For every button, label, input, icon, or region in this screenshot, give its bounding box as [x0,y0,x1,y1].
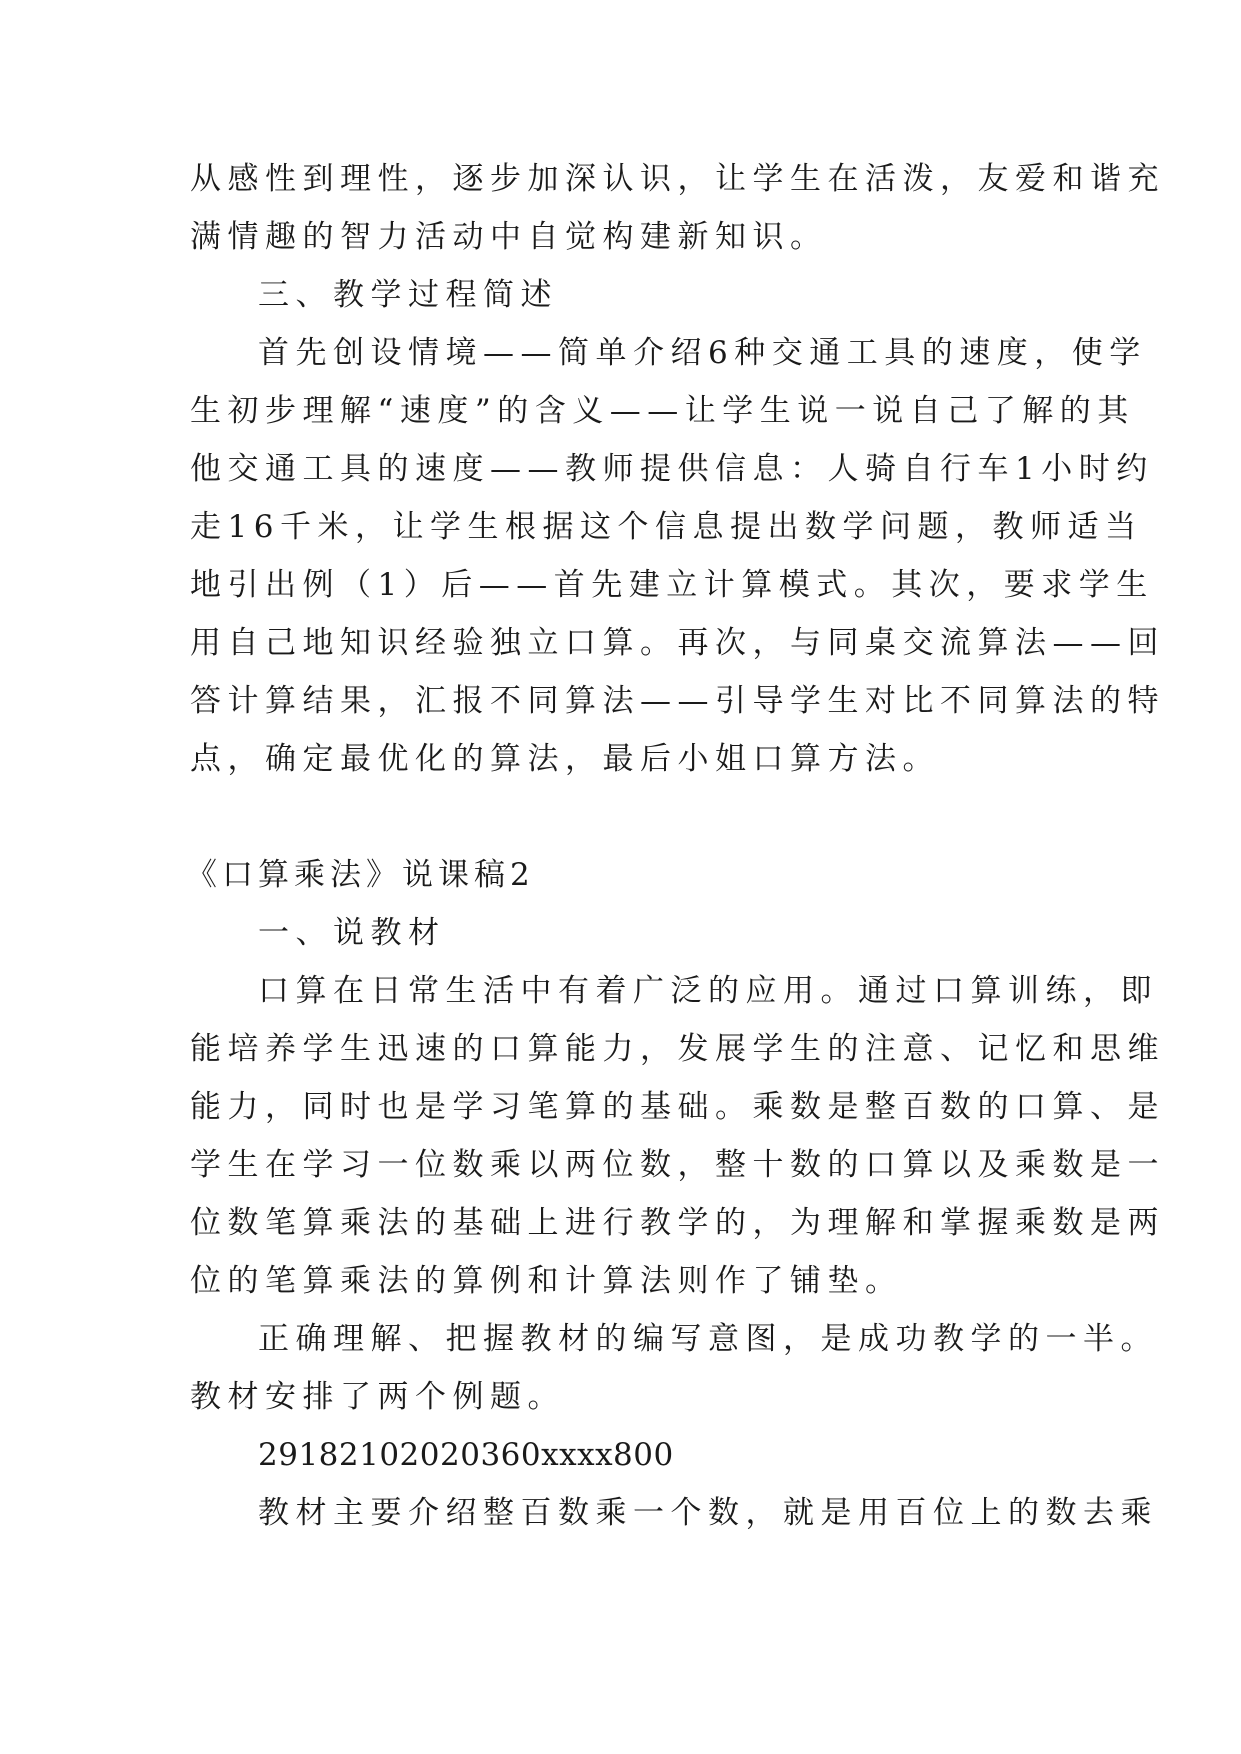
paragraph-line: 点，确定最优化的算法，最后小姐口算方法。 [190,741,940,777]
paragraph-line: 能培养学生迅速的口算能力，发展学生的注意、记忆和思维 [190,1031,1165,1067]
paragraph-line: 地引出例（1）后——首先建立计算模式。其次，要求学生 [190,567,1154,603]
paragraph-line: 口算在日常生活中有着广泛的应用。通过口算训练，即 [258,973,1158,1009]
document-title: 《口算乘法》说课稿2 [186,857,535,893]
section-heading: 一、说教材 [258,915,446,951]
paragraph-line: 生初步理解“速度”的含义——让学生说一说自己了解的其 [190,393,1135,429]
document-page [186,150,1165,1542]
paragraph-line: 答计算结果，汇报不同算法——引导学生对比不同算法的特 [190,683,1165,719]
paragraph-line: 正确理解、把握教材的编写意图，是成功教学的一半。 [258,1321,1158,1357]
paragraph-line: 走16千米，让学生根据这个信息提出数学问题，教师适当 [190,509,1143,545]
paragraph-line: 从感性到理性，逐步加深认识，让学生在活泼，友爱和谐充 [190,161,1165,197]
paragraph-line: 教材主要介绍整百数乘一个数，就是用百位上的数去乘 [258,1495,1158,1531]
paragraph-line: 首先创设情境——简单介绍6种交通工具的速度，使学 [258,335,1147,371]
section-heading: 三、教学过程简述 [258,277,558,313]
paragraph-line: 用自己地知识经验独立口算。再次，与同桌交流算法——回 [190,625,1165,661]
paragraph-line: 位数笔算乘法的基础上进行教学的，为理解和掌握乘数是两 [190,1205,1165,1241]
paragraph-line: 能力，同时也是学习笔算的基础。乘数是整百数的口算、是 [190,1089,1165,1125]
blank-line [190,788,1050,846]
paragraph-line: 位的笔算乘法的算例和计算法则作了铺垫。 [190,1263,903,1299]
paragraph-line: 满情趣的智力活动中自觉构建新知识。 [190,219,828,255]
numbers-line: 29182102020360xxxx800 [258,1437,674,1473]
paragraph-line: 他交通工具的速度——教师提供信息：人骑自行车1小时约 [190,451,1154,487]
paragraph-line: 学生在学习一位数乘以两位数，整十数的口算以及乘数是一 [190,1147,1165,1183]
paragraph-line: 教材安排了两个例题。 [190,1379,565,1415]
